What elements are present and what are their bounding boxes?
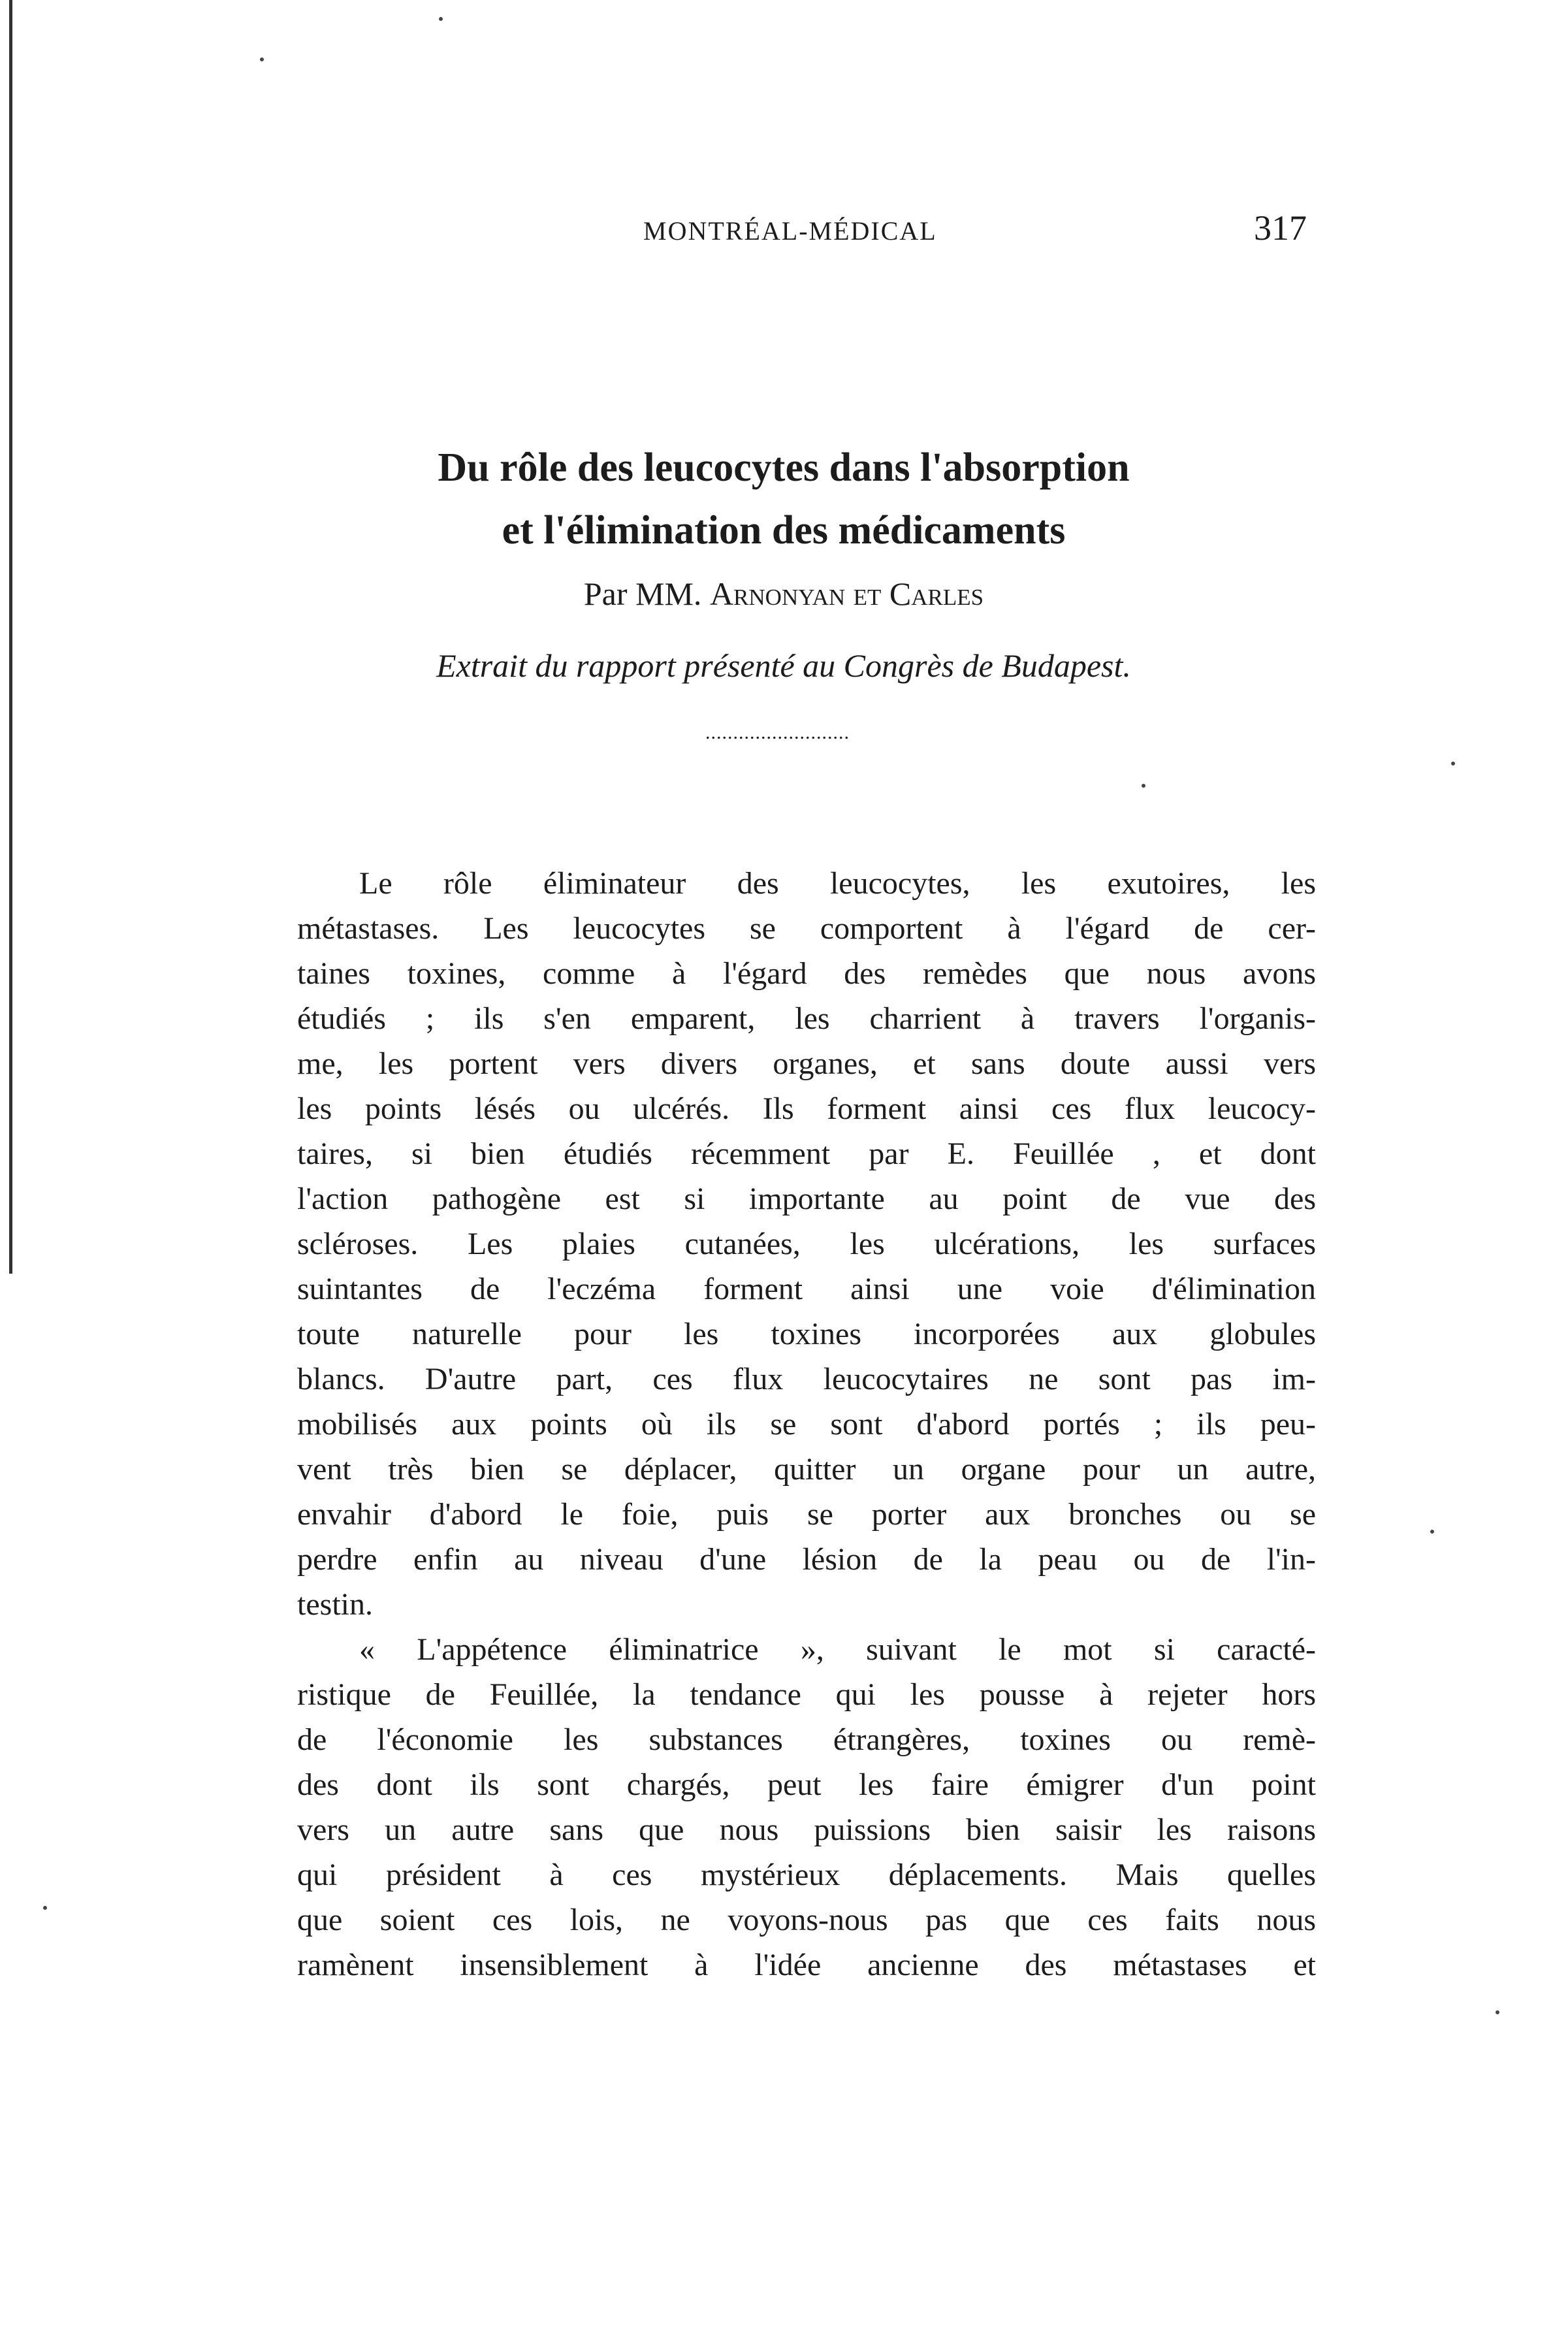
text-line: des dont ils sont chargés, peut les faire émigrer d'un point <box>297 1767 1316 1802</box>
text-line: envahir d'abord le foie, puis se porter aux bronches ou se <box>297 1497 1316 1532</box>
scan-speck <box>1451 762 1455 765</box>
text-line: taires, si bien étudiés récemment par E. Feuillée , et dont <box>297 1136 1316 1171</box>
text-line: ristique de Feuillée, la tendance qui les pousse à rejeter hors <box>297 1677 1316 1712</box>
scan-speck <box>1430 1530 1434 1534</box>
text-line: qui président à ces mystérieux déplacements. Mais quelles <box>297 1858 1316 1892</box>
scan-speck <box>43 1906 47 1910</box>
scan-speck <box>1496 2010 1499 2014</box>
paragraph-1 <box>297 861 1316 1627</box>
text-line: métastases. Les leucocytes se comportent à l'égard de cer- <box>297 911 1316 946</box>
text-line: testin. <box>297 1587 373 1622</box>
text-line: de l'économie les substances étrangères, toxines ou remè- <box>297 1722 1316 1757</box>
source-note: Extrait du rapport présenté au Congrès de Budapest. <box>436 647 1131 684</box>
journal-name: MONTRÉAL-MÉDICAL <box>643 216 937 246</box>
text-line: taines toxines, comme à l'égard des remèdes que nous avons <box>297 956 1316 991</box>
text-line: les points lésés ou ulcérés. Ils forment ainsi ces flux leucocy- <box>297 1091 1316 1126</box>
article-title <box>313 436 1254 562</box>
scan-speck <box>439 17 443 21</box>
text-line: toute naturelle pour les toxines incorporées aux globules <box>297 1317 1316 1351</box>
scan-speck <box>260 57 264 61</box>
paragraph-2 <box>297 1627 1316 1988</box>
text-line: blancs. D'autre part, ces flux leucocytaires ne sont pas im- <box>297 1362 1316 1396</box>
ornament-rule: .......................... <box>705 722 850 743</box>
page-edge-line <box>9 0 12 1274</box>
byline-prefix: Par MM. <box>583 575 702 612</box>
text-line: ramènent insensiblement à l'idée ancienne des métastases et <box>297 1948 1316 1982</box>
text-line: étudiés ; ils s'en emparent, les charrient à travers l'organis- <box>297 1001 1316 1036</box>
text-line: suintantes de l'eczéma forment ainsi une voie d'élimination <box>297 1272 1316 1306</box>
text-line: perdre enfin au niveau d'une lésion de la peau ou de l'in- <box>297 1542 1316 1577</box>
title-line-1: Du rôle des leucocytes dans l'absorption <box>438 445 1130 490</box>
byline <box>313 575 1254 613</box>
text-line: « L'appétence éliminatrice », suivant le mot si caracté- <box>359 1632 1316 1667</box>
text-line: vers un autre sans que nous puissions bien saisir les raisons <box>297 1812 1316 1847</box>
text-line: scléroses. Les plaies cutanées, les ulcérations, les surfaces <box>297 1227 1316 1261</box>
text-line: mobilisés aux points où ils se sont d'abord portés ; ils peu- <box>297 1407 1316 1441</box>
text-line: me, les portent vers divers organes, et sans doute aussi vers <box>297 1046 1316 1081</box>
article-body <box>297 861 1316 1988</box>
byline-authors: Arnonyan et Carles <box>709 575 984 612</box>
text-line: que soient ces lois, ne voyons-nous pas que ces faits nous <box>297 1903 1316 1937</box>
text-line: Le rôle éliminateur des leucocytes, les exutoires, les <box>359 866 1316 901</box>
page-number: 317 <box>1254 208 1307 248</box>
text-line: vent très bien se déplacer, quitter un organe pour un autre, <box>297 1452 1316 1487</box>
running-head <box>643 208 1307 248</box>
text-line: l'action pathogène est si importante au point de vue des <box>297 1182 1316 1216</box>
scan-speck <box>1142 784 1145 788</box>
title-line-2: et l'élimination des médicaments <box>502 508 1066 553</box>
